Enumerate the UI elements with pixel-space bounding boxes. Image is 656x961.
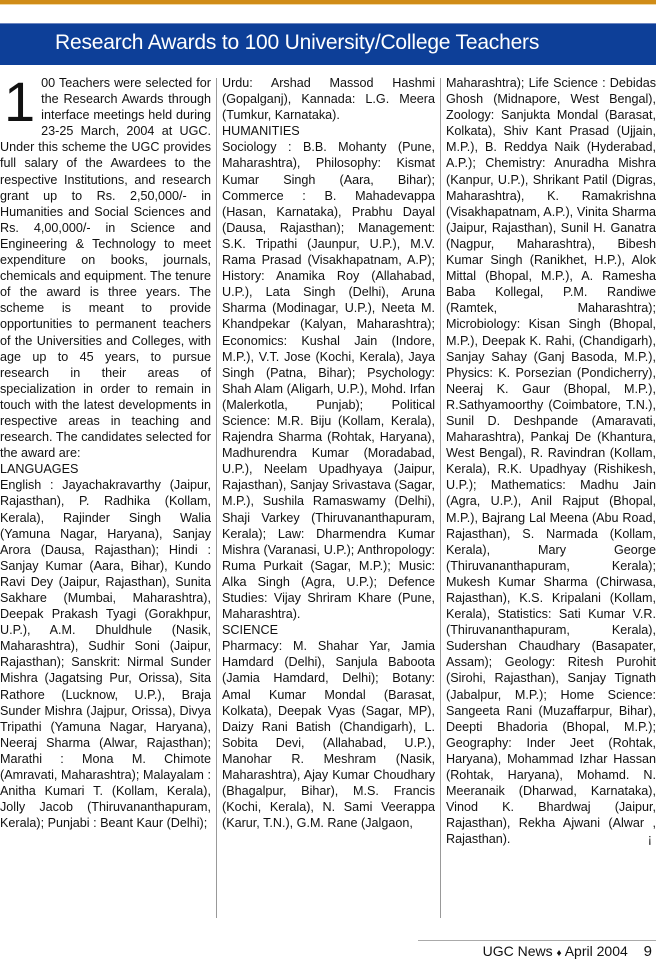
- top-rule-highlight: [0, 4, 656, 5]
- science-list: Pharmacy: M. Shahar Yar, Jamia Hamdard (Delhi), Sanjula Baboota (Jamia Hamdard, Delhi); Botany: Amal Kumar Mondal (Barasat, Kolkata), Deepak Vyas (Sagar, MP), Daizy Rani Batish (Chandigarh), L. Sobita Devi, (Allahabad, U.P.), Manohar R. Meshram (Nasik, Maharashtra), Ajay Kumar Choudhary (Bhagalpur, Bihar), M.S. Francis (Kochi, Kerala), N. Sami Veerappa (Karur, T.N.), G.M. Rane (Jalgaon,: [222, 639, 435, 831]
- diamond-separator-icon: ♦: [556, 948, 562, 959]
- article-title: Research Awards to 100 University/College Teachers: [55, 31, 540, 54]
- column-3: [446, 75, 656, 848]
- page-number: 9: [643, 943, 652, 960]
- section-heading-science: SCIENCE: [222, 623, 278, 638]
- intro-text: 00 Teachers were selected for the Research Awards through interface meetings held during 23-25 March, 2004 at UGC. Under this scheme the UGC provides full salary of the Awardees to the respective Institutions, and research grant up to Rs. 2,50,000/- in Humanities and Social Sciences and Rs. 4,00,000/- in Science and Engineering & Technology to meet expenditure on books, journals, chemicals and equipment. The tenure of the award is three years. The scheme is meant to provide opportunities to permanent teachers of the Universities and Colleges, with age up to 45 years, to pursue research in their areas of specialization in order to remain in touch with the latest developments in respective areas in teaching and research. The candidates selected for the award are:: [0, 76, 211, 461]
- languages-list-continued: Urdu: Arshad Massod Hashmi (Gopalganj), Kannada: L.G. Meera (Tumkur, Karnataka).: [222, 76, 435, 123]
- column-divider: [216, 78, 217, 918]
- intro-paragraph: [0, 70, 211, 461]
- section-heading-languages: LANGUAGES: [0, 462, 79, 477]
- issue-date: April 2004: [564, 943, 628, 959]
- page-footer: [483, 943, 652, 960]
- science-text: Maharashtra); Life Science : Debidas Ghosh (Midnapore, West Bengal), Zoology: Sanjukta Mondal (Barasat, Kolkata), Shiv Kant Prasad (Ujjain, M.P.), B. Reddya Naik (Hyderabad, A.P.); Chemistry: Anuradha Mishra (Kanpur, U.P.), Shrikant Patil (Digras, Maharashtra), K. Ramakrishna (Visakhapatnam, A.P.), Vinita Sharma (Jaipur, Rajasthan), Sunil H. Ganatra (Nagpur, Maharashtra), Bibesh Kumar Singh (Ranikhet, H.P.), Alok Mittal (Bhopal, M.P.), A. Ramesha Baba Kollegal, P.M. Randiwe (Ramtek, Maharashtra); Microbiology: Kisan Singh (Bhopal, M.P.), Deepak K. Rahi, (Chandigarh), Sanjay Sahay (Ganj Basoda, M.P.), Physics: K. Porsezian (Pondicherry), Neeraj K. Gaur (Bhopal, M.P.), R.Sathyamoorthy (Coimbatore, T.N.), Sunil D. Deshpande (Amaravati, Maharashtra), Pankaj De (Khantura, West Bengal), R. Ravindran (Kollam, Kerala), R.K. Upadhyay (Rishikesh, U.P.); Mathematics: Madhu Jain (Agra, U.P.), Anil Rajput (Bhopal, M.P.), Bajrang Lal Meena (Abu Road, Rajasthan), S. Narmada (Kollam, Kerala), Mary George (Thiruvananthapuram, Kerala); Mukesh Kumar Sharma (Chirwasa, Rajasthan), K.S. Kripalani (Kollam, Kerala), Statistics: Sati Kumar V.R. (Thiruvananthapuram, Kerala), Sudershan Chaudhary (Basapater, Assam); Geology: Ritesh Purohit (Sirohi, Rajasthan), Sanjay Tignath (Jabalpur, M.P.); Home Science: Sangeeta Rani (Muzaffarpur, Bihar), Deepti Bhadoria (Bhopal, M.P.); Geography: Inder Jeet (Rohtak, Haryana), Mohammad Izhar Hassan (Rohtak, Haryana), Mohamd. N. Meeranaik (Dharwad, Karnataka), Vinod K. Bhardwaj (Jaipur, Rajasthan), Rekha Ajwani (Alwar , Rajasthan).: [446, 76, 656, 847]
- column-1: [0, 70, 211, 831]
- column-divider: [440, 78, 441, 918]
- drop-cap: 1: [4, 70, 36, 133]
- publication-name: UGC News: [482, 943, 553, 959]
- humanities-list: Sociology : B.B. Mohanty (Pune, Maharashtra), Philosophy: Kismat Kumar Singh (Aara, Bihar); Commerce : B. Mahadevappa (Hasan, Karnataka), Prabhu Dayal (Dausa, Rajasthan); Management: S.K. Tripathi (Jaunpur, U.P.), M.V. Rama Prasad (Visakhapatnam, A.P); History: Anamika Roy (Allahabad, U.P.), Lata Singh (Delhi), Aruna Sharma (Modinagar, U.P.), Neeta M. Khandpekar (Kalyan, Maharashtra); Economics: Kushal Jain (Indore, M.P.), V.T. Jose (Kochi, Kerala), Jaya Singh (Patna, Bihar); Psychology: Shah Alam (Aligarh, U.P.), Mohd. Irfan (Malerkotla, Punjab); Political Science: M.R. Biju (Kollam, Kerala), Rajendra Sharma (Rohtak, Haryana), Madhurendra Kumar (Moradabad, U.P.), Neelam Upadhyaya (Jaipur, Rajasthan), Sanjay Srivastava (Sagar, M.P.), Sushila Ramaswamy (Delhi), Shaji Varkey (Thiruvananthapuram, Kerala); Law: Dharmendra Kumar Mishra (Varanasi, U.P.); Anthropology: Ruma Purkait (Sagar, M.P.); Music: Alka Singh (Agra, U.P.); Defence Studies: Vijay Shriram Khare (Pune, Maharashtra).: [222, 140, 435, 622]
- languages-list: English : Jayachakravarthy (Jaipur, Rajasthan), P. Radhika (Kollam, Kerala), Rajinder Singh Walia (Yamuna Nagar, Haryana), Sanjay Arora (Dausa, Rajasthan); Hindi : Sanjay Kumar (Aara, Bihar), Kundo Ravi Dey (Jaipur, Rajasthan), Sunita Sakhare (Mumbai, Maharashtra), Deepak Prakash Tyagi (Gorakhpur, U.P.), A.M. Dhuldhule (Nasik, Maharashtra), Sudhir Soni (Jaipur, Rajasthan); Sanskrit: Nirmal Sunder Mishra (Jagatsing Pur, Orissa), Sita Rathore (Lucknow, U.P.), Braja Sunder Mishra (Jajpur, Orissa), Divya Tripathi (Yamuna Nagar, Haryana), Neeraj Sharma (Alwar, Rajasthan); Marathi : Mona M. Chimote (Amravati, Maharashtra); Malayalam : Anitha Kumari T. (Kollam, Kerala), Jolly Jacob (Thiruvananthapuram, Kerala); Punjabi : Beant Kaur (Delhi);: [0, 478, 211, 831]
- title-banner: [0, 23, 656, 65]
- section-heading-humanities: HUMANITIES: [222, 124, 300, 139]
- end-mark: ¡: [647, 832, 652, 847]
- science-list-continued: [446, 75, 656, 848]
- column-2: [222, 75, 435, 831]
- footer-rule: [418, 940, 656, 941]
